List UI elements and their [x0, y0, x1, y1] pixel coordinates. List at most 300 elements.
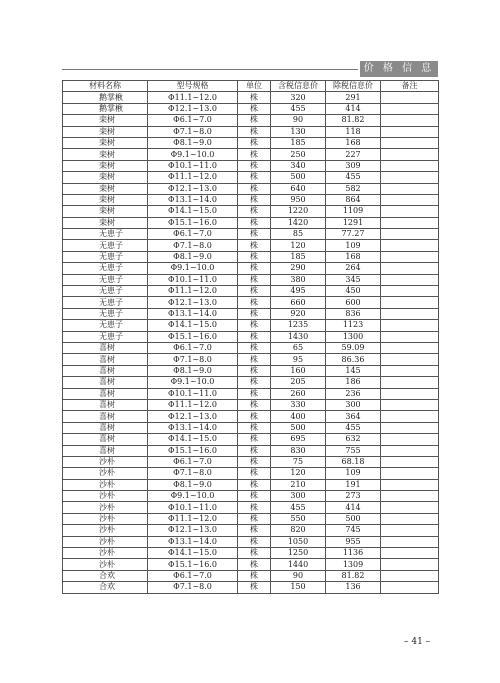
tax-incl-price-cell: 830 — [271, 445, 326, 456]
tax-incl-price-cell: 380 — [271, 274, 326, 285]
material-cell: 栾树 — [63, 160, 148, 171]
table-row — [63, 92, 439, 103]
material-cell: 无患子 — [63, 308, 148, 319]
table-row — [63, 434, 439, 445]
remarks-cell — [381, 160, 439, 171]
tax-incl-price-cell: 75 — [271, 456, 326, 467]
unit-cell: 株 — [238, 92, 271, 103]
unit-cell: 株 — [238, 240, 271, 251]
tax-incl-price-cell: 260 — [271, 388, 326, 399]
material-cell: 喜树 — [63, 377, 148, 388]
unit-cell: 株 — [238, 206, 271, 217]
remarks-cell — [381, 149, 439, 160]
tax-excl-price-cell: 414 — [326, 103, 381, 114]
table-row — [63, 103, 439, 114]
unit-cell: 株 — [238, 308, 271, 319]
tax-incl-price-cell: 185 — [271, 251, 326, 262]
spec-cell: Φ15.1~16.0 — [148, 445, 238, 456]
tax-incl-price-cell: 455 — [271, 103, 326, 114]
table-row — [63, 320, 439, 331]
table-row — [63, 206, 439, 217]
tax-excl-price-cell: 109 — [326, 240, 381, 251]
table-row — [63, 525, 439, 536]
tax-excl-price-cell: 264 — [326, 263, 381, 274]
material-cell: 喜树 — [63, 354, 148, 365]
unit-cell: 株 — [238, 172, 271, 183]
tax-incl-price-cell: 1220 — [271, 206, 326, 217]
material-cell: 沙朴 — [63, 525, 148, 536]
spec-cell: Φ12.1~13.0 — [148, 411, 238, 422]
tax-excl-price-cell: 345 — [326, 274, 381, 285]
remarks-cell — [381, 183, 439, 194]
column-header-spec: 型号规格 — [148, 81, 238, 92]
tax-excl-price-cell: 227 — [326, 149, 381, 160]
tax-excl-price-cell: 1309 — [326, 559, 381, 570]
unit-cell: 株 — [238, 468, 271, 479]
tax-excl-price-cell: 450 — [326, 286, 381, 297]
material-cell: 喜树 — [63, 445, 148, 456]
tax-incl-price-cell: 1250 — [271, 548, 326, 559]
unit-cell: 株 — [238, 434, 271, 445]
spec-cell: Φ6.1~7.0 — [148, 456, 238, 467]
unit-cell: 株 — [238, 445, 271, 456]
table-row — [63, 286, 439, 297]
table-row — [63, 445, 439, 456]
material-cell: 鹅掌楸 — [63, 92, 148, 103]
material-cell: 喜树 — [63, 399, 148, 410]
tax-excl-price-cell: 168 — [326, 137, 381, 148]
remarks-cell — [381, 525, 439, 536]
spec-cell: Φ9.1~10.0 — [148, 263, 238, 274]
unit-cell: 株 — [238, 286, 271, 297]
material-cell: 栾树 — [63, 194, 148, 205]
material-cell: 无患子 — [63, 320, 148, 331]
remarks-cell — [381, 103, 439, 114]
column-header-tax-excl-price: 除税信息价 — [326, 81, 381, 92]
tax-excl-price-cell: 414 — [326, 502, 381, 513]
spec-cell: Φ8.1~9.0 — [148, 479, 238, 490]
remarks-cell — [381, 411, 439, 422]
material-cell: 喜树 — [63, 388, 148, 399]
tax-incl-price-cell: 455 — [271, 502, 326, 513]
unit-cell: 株 — [238, 525, 271, 536]
tax-incl-price-cell: 65 — [271, 342, 326, 353]
material-cell: 栾树 — [63, 217, 148, 228]
tax-excl-price-cell: 600 — [326, 297, 381, 308]
tax-incl-price-cell: 90 — [271, 570, 326, 581]
unit-cell: 株 — [238, 331, 271, 342]
remarks-cell — [381, 240, 439, 251]
material-cell: 喜树 — [63, 342, 148, 353]
table-row — [63, 160, 439, 171]
column-header-material: 材料名称 — [63, 81, 148, 92]
spec-cell: Φ9.1~10.0 — [148, 149, 238, 160]
material-cell: 合欢 — [63, 582, 148, 593]
material-cell: 栾树 — [63, 126, 148, 137]
remarks-cell — [381, 354, 439, 365]
remarks-cell — [381, 297, 439, 308]
material-cell: 合欢 — [63, 570, 148, 581]
unit-cell: 株 — [238, 513, 271, 524]
tax-excl-price-cell: 291 — [326, 92, 381, 103]
spec-cell: Φ9.1~10.0 — [148, 491, 238, 502]
unit-cell: 株 — [238, 559, 271, 570]
remarks-cell — [381, 434, 439, 445]
spec-cell: Φ14.1~15.0 — [148, 548, 238, 559]
tax-incl-price-cell: 330 — [271, 399, 326, 410]
material-cell: 无患子 — [63, 240, 148, 251]
material-cell: 沙朴 — [63, 559, 148, 570]
table-row — [63, 570, 439, 581]
tax-incl-price-cell: 120 — [271, 468, 326, 479]
material-cell: 沙朴 — [63, 456, 148, 467]
material-cell: 沙朴 — [63, 479, 148, 490]
tax-incl-price-cell: 185 — [271, 137, 326, 148]
spec-cell: Φ14.1~15.0 — [148, 206, 238, 217]
table-row — [63, 342, 439, 353]
table-row — [63, 491, 439, 502]
table-row — [63, 115, 439, 126]
spec-cell: Φ8.1~9.0 — [148, 137, 238, 148]
material-cell: 沙朴 — [63, 468, 148, 479]
remarks-cell — [381, 217, 439, 228]
table-row — [63, 548, 439, 559]
material-cell: 喜树 — [63, 411, 148, 422]
tax-excl-price-cell: 300 — [326, 399, 381, 410]
unit-cell: 株 — [238, 422, 271, 433]
material-cell: 栾树 — [63, 206, 148, 217]
spec-cell: Φ14.1~15.0 — [148, 320, 238, 331]
table-row — [63, 308, 439, 319]
spec-cell: Φ13.1~14.0 — [148, 422, 238, 433]
remarks-cell — [381, 570, 439, 581]
table-row — [63, 468, 439, 479]
tax-excl-price-cell: 1300 — [326, 331, 381, 342]
unit-cell: 株 — [238, 160, 271, 171]
table-row — [63, 399, 439, 410]
tax-incl-price-cell: 300 — [271, 491, 326, 502]
table-row — [63, 536, 439, 547]
unit-cell: 株 — [238, 297, 271, 308]
table-row — [63, 172, 439, 183]
tax-excl-price-cell: 191 — [326, 479, 381, 490]
tax-incl-price-cell: 290 — [271, 263, 326, 274]
table-row — [63, 297, 439, 308]
spec-cell: Φ11.1~12.0 — [148, 399, 238, 410]
tax-excl-price-cell: 86.36 — [326, 354, 381, 365]
table-header-row — [63, 81, 439, 92]
spec-cell: Φ10.1~11.0 — [148, 160, 238, 171]
tax-excl-price-cell: 755 — [326, 445, 381, 456]
unit-cell: 株 — [238, 354, 271, 365]
remarks-cell — [381, 377, 439, 388]
table-row — [63, 194, 439, 205]
spec-cell: Φ6.1~7.0 — [148, 342, 238, 353]
tax-excl-price-cell: 455 — [326, 422, 381, 433]
tax-incl-price-cell: 90 — [271, 115, 326, 126]
tax-excl-price-cell: 745 — [326, 525, 381, 536]
remarks-cell — [381, 582, 439, 593]
remarks-cell — [381, 206, 439, 217]
spec-cell: Φ11.1~12.0 — [148, 513, 238, 524]
spec-cell: Φ7.1~8.0 — [148, 468, 238, 479]
unit-cell: 株 — [238, 388, 271, 399]
remarks-cell — [381, 365, 439, 376]
unit-cell: 株 — [238, 399, 271, 410]
tax-excl-price-cell: 955 — [326, 536, 381, 547]
unit-cell: 株 — [238, 491, 271, 502]
tax-incl-price-cell: 340 — [271, 160, 326, 171]
unit-cell: 株 — [238, 274, 271, 285]
tax-excl-price-cell: 186 — [326, 377, 381, 388]
unit-cell: 株 — [238, 570, 271, 581]
spec-cell: Φ15.1~16.0 — [148, 331, 238, 342]
tax-excl-price-cell: 364 — [326, 411, 381, 422]
material-cell: 喜树 — [63, 422, 148, 433]
material-cell: 栾树 — [63, 137, 148, 148]
remarks-cell — [381, 491, 439, 502]
spec-cell: Φ6.1~7.0 — [148, 570, 238, 581]
table-row — [63, 582, 439, 593]
header-rule — [62, 69, 358, 70]
remarks-cell — [381, 92, 439, 103]
tax-excl-price-cell: 273 — [326, 491, 381, 502]
tax-incl-price-cell: 205 — [271, 377, 326, 388]
spec-cell: Φ9.1~10.0 — [148, 377, 238, 388]
tax-excl-price-cell: 118 — [326, 126, 381, 137]
spec-cell: Φ14.1~15.0 — [148, 434, 238, 445]
spec-cell: Φ7.1~8.0 — [148, 354, 238, 365]
remarks-cell — [381, 479, 439, 490]
tax-incl-price-cell: 1420 — [271, 217, 326, 228]
spec-cell: Φ12.1~13.0 — [148, 525, 238, 536]
tax-incl-price-cell: 210 — [271, 479, 326, 490]
spec-cell: Φ11.1~12.0 — [148, 172, 238, 183]
material-cell: 无患子 — [63, 297, 148, 308]
spec-cell: Φ10.1~11.0 — [148, 274, 238, 285]
tax-excl-price-cell: 81.82 — [326, 115, 381, 126]
remarks-cell — [381, 126, 439, 137]
remarks-cell — [381, 399, 439, 410]
tax-incl-price-cell: 160 — [271, 365, 326, 376]
spec-cell: Φ6.1~7.0 — [148, 229, 238, 240]
remarks-cell — [381, 274, 439, 285]
table-row — [63, 229, 439, 240]
table-row — [63, 217, 439, 228]
unit-cell: 株 — [238, 229, 271, 240]
unit-cell: 株 — [238, 115, 271, 126]
material-cell: 无患子 — [63, 331, 148, 342]
remarks-cell — [381, 342, 439, 353]
unit-cell: 株 — [238, 548, 271, 559]
material-cell: 栾树 — [63, 183, 148, 194]
spec-cell: Φ11.1~12.0 — [148, 286, 238, 297]
spec-cell: Φ12.1~13.0 — [148, 297, 238, 308]
remarks-cell — [381, 320, 439, 331]
spec-cell: Φ13.1~14.0 — [148, 308, 238, 319]
unit-cell: 株 — [238, 149, 271, 160]
unit-cell: 株 — [238, 183, 271, 194]
tax-incl-price-cell: 950 — [271, 194, 326, 205]
spec-cell: Φ12.1~13.0 — [148, 103, 238, 114]
table-row — [63, 411, 439, 422]
table-row — [63, 422, 439, 433]
tax-incl-price-cell: 550 — [271, 513, 326, 524]
material-cell: 喜树 — [63, 365, 148, 376]
tax-excl-price-cell: 68.18 — [326, 456, 381, 467]
spec-cell: Φ8.1~9.0 — [148, 251, 238, 262]
tax-excl-price-cell: 455 — [326, 172, 381, 183]
remarks-cell — [381, 513, 439, 524]
unit-cell: 株 — [238, 536, 271, 547]
table-row — [63, 183, 439, 194]
remarks-cell — [381, 331, 439, 342]
tax-excl-price-cell: 77.27 — [326, 229, 381, 240]
table-row — [63, 354, 439, 365]
unit-cell: 株 — [238, 320, 271, 331]
spec-cell: Φ7.1~8.0 — [148, 240, 238, 251]
remarks-cell — [381, 559, 439, 570]
tax-incl-price-cell: 820 — [271, 525, 326, 536]
table-row — [63, 137, 439, 148]
unit-cell: 株 — [238, 342, 271, 353]
table-row — [63, 126, 439, 137]
price-table — [62, 80, 439, 594]
spec-cell: Φ10.1~11.0 — [148, 388, 238, 399]
column-header-remarks: 备注 — [381, 81, 439, 92]
tax-excl-price-cell: 1109 — [326, 206, 381, 217]
tax-incl-price-cell: 640 — [271, 183, 326, 194]
remarks-cell — [381, 137, 439, 148]
tax-incl-price-cell: 500 — [271, 172, 326, 183]
unit-cell: 株 — [238, 411, 271, 422]
tax-incl-price-cell: 500 — [271, 422, 326, 433]
remarks-cell — [381, 468, 439, 479]
page-number: – 41 – — [404, 637, 431, 647]
column-header-tax-incl-price: 含税信息价 — [271, 81, 326, 92]
spec-cell: Φ13.1~14.0 — [148, 194, 238, 205]
remarks-cell — [381, 445, 439, 456]
unit-cell: 株 — [238, 126, 271, 137]
material-cell: 沙朴 — [63, 536, 148, 547]
spec-cell: Φ6.1~7.0 — [148, 115, 238, 126]
table-row — [63, 456, 439, 467]
table-row — [63, 377, 439, 388]
tax-incl-price-cell: 920 — [271, 308, 326, 319]
material-cell: 无患子 — [63, 286, 148, 297]
unit-cell: 株 — [238, 194, 271, 205]
material-cell: 沙朴 — [63, 491, 148, 502]
spec-cell: Φ13.1~14.0 — [148, 536, 238, 547]
unit-cell: 株 — [238, 502, 271, 513]
table-row — [63, 388, 439, 399]
table-body — [63, 92, 439, 593]
table-row — [63, 365, 439, 376]
table-row — [63, 251, 439, 262]
table-row — [63, 274, 439, 285]
unit-cell: 株 — [238, 137, 271, 148]
tax-incl-price-cell: 1050 — [271, 536, 326, 547]
unit-cell: 株 — [238, 365, 271, 376]
material-cell: 沙朴 — [63, 513, 148, 524]
unit-cell: 株 — [238, 263, 271, 274]
unit-cell: 株 — [238, 103, 271, 114]
material-cell: 无患子 — [63, 251, 148, 262]
spec-cell: Φ15.1~16.0 — [148, 559, 238, 570]
remarks-cell — [381, 286, 439, 297]
unit-cell: 株 — [238, 582, 271, 593]
table-row — [63, 331, 439, 342]
table-row — [63, 263, 439, 274]
tax-incl-price-cell: 130 — [271, 126, 326, 137]
material-cell: 栾树 — [63, 172, 148, 183]
tax-excl-price-cell: 236 — [326, 388, 381, 399]
unit-cell: 株 — [238, 251, 271, 262]
table-row — [63, 479, 439, 490]
column-header-unit: 单位 — [238, 81, 271, 92]
material-cell: 栾树 — [63, 115, 148, 126]
tax-incl-price-cell: 400 — [271, 411, 326, 422]
tax-incl-price-cell: 1430 — [271, 331, 326, 342]
remarks-cell — [381, 456, 439, 467]
tax-excl-price-cell: 1291 — [326, 217, 381, 228]
spec-cell: Φ7.1~8.0 — [148, 582, 238, 593]
tax-excl-price-cell: 582 — [326, 183, 381, 194]
tax-incl-price-cell: 250 — [271, 149, 326, 160]
tax-excl-price-cell: 109 — [326, 468, 381, 479]
tax-excl-price-cell: 309 — [326, 160, 381, 171]
material-cell: 鹅掌楸 — [63, 103, 148, 114]
tax-incl-price-cell: 1235 — [271, 320, 326, 331]
material-cell: 沙朴 — [63, 502, 148, 513]
tax-excl-price-cell: 500 — [326, 513, 381, 524]
unit-cell: 株 — [238, 479, 271, 490]
remarks-cell — [381, 388, 439, 399]
material-cell: 栾树 — [63, 149, 148, 160]
tax-incl-price-cell: 1440 — [271, 559, 326, 570]
remarks-cell — [381, 548, 439, 559]
remarks-cell — [381, 251, 439, 262]
remarks-cell — [381, 229, 439, 240]
table-row — [63, 502, 439, 513]
section-badge: 价 格 信 息 — [360, 61, 438, 77]
spec-cell: Φ7.1~8.0 — [148, 126, 238, 137]
spec-cell: Φ12.1~13.0 — [148, 183, 238, 194]
table-row — [63, 149, 439, 160]
material-cell: 喜树 — [63, 434, 148, 445]
material-cell: 无患子 — [63, 263, 148, 274]
remarks-cell — [381, 308, 439, 319]
tax-excl-price-cell: 1123 — [326, 320, 381, 331]
material-cell: 无患子 — [63, 274, 148, 285]
tax-excl-price-cell: 145 — [326, 365, 381, 376]
spec-cell: Φ10.1~11.0 — [148, 502, 238, 513]
remarks-cell — [381, 263, 439, 274]
unit-cell: 株 — [238, 217, 271, 228]
table-row — [63, 513, 439, 524]
unit-cell: 株 — [238, 377, 271, 388]
material-cell: 沙朴 — [63, 548, 148, 559]
material-cell: 无患子 — [63, 229, 148, 240]
spec-cell: Φ15.1~16.0 — [148, 217, 238, 228]
tax-incl-price-cell: 320 — [271, 92, 326, 103]
tax-excl-price-cell: 168 — [326, 251, 381, 262]
tax-incl-price-cell: 495 — [271, 286, 326, 297]
tax-excl-price-cell: 1136 — [326, 548, 381, 559]
tax-excl-price-cell: 632 — [326, 434, 381, 445]
tax-incl-price-cell: 695 — [271, 434, 326, 445]
remarks-cell — [381, 502, 439, 513]
